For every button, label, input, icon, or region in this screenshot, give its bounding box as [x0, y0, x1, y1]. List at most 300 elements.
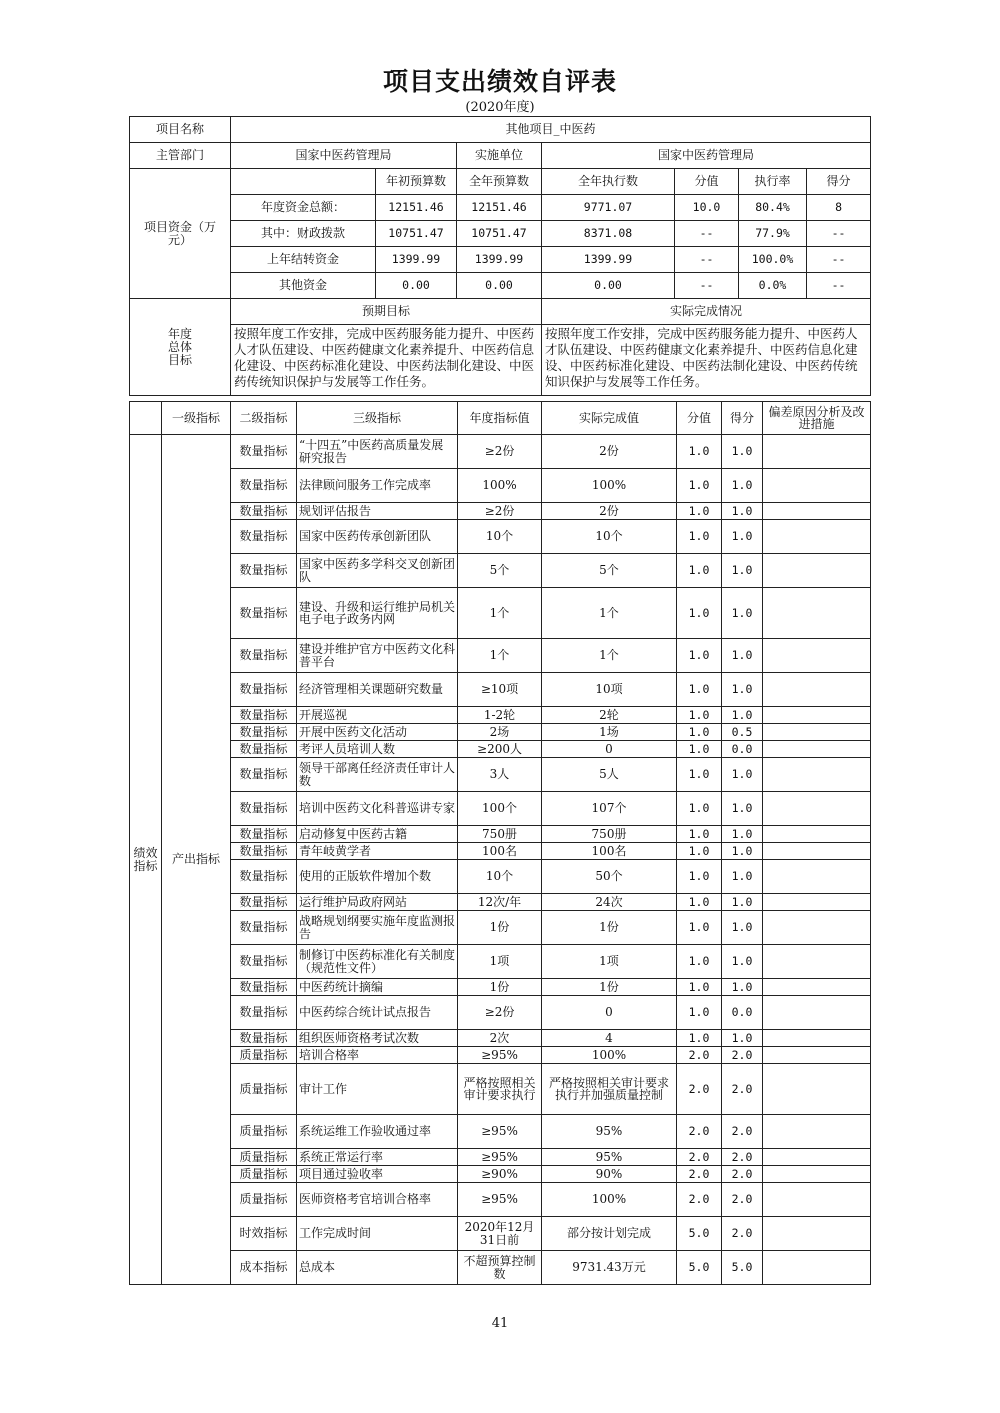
indicator-score: 1.0: [722, 707, 763, 724]
indicator-level2: 数量指标: [231, 673, 297, 707]
indicator-target: 1份: [458, 911, 542, 945]
indicator-target: 1个: [458, 639, 542, 673]
indicator-deviation-note: [763, 503, 871, 520]
indicator-row: [130, 843, 871, 860]
indicator-row: [130, 860, 871, 894]
indicator-score-value: 1.0: [677, 469, 722, 503]
indicator-deviation-note: [763, 1064, 871, 1115]
indicator-target: ≥2份: [458, 435, 542, 469]
indicator-score: 2.0: [722, 1115, 763, 1149]
indicator-level3: 开展中医药文化活动: [297, 724, 458, 741]
indicator-level2: 数量指标: [231, 520, 297, 554]
funds-executed: 1399.99: [542, 247, 675, 273]
indicator-target: 100个: [458, 792, 542, 826]
funds-row: [130, 221, 871, 247]
indicator-actual: 100%: [542, 1047, 677, 1064]
indicator-level2: 质量指标: [231, 1166, 297, 1183]
indicator-actual: 1场: [542, 724, 677, 741]
indicator-actual: 10个: [542, 520, 677, 554]
indicator-level2: 数量指标: [231, 1030, 297, 1047]
indicator-score: 1.0: [722, 894, 763, 911]
indicator-target: 3人: [458, 758, 542, 792]
indicator-row: [130, 1251, 871, 1285]
indicator-score-value: 5.0: [677, 1251, 722, 1285]
indicator-target: 2次: [458, 1030, 542, 1047]
indicator-target: 750册: [458, 826, 542, 843]
indicators-header-deviation: 偏差原因分析及改进措施: [763, 402, 871, 435]
indicator-row: [130, 469, 871, 503]
indicator-row: [130, 996, 871, 1030]
indicator-actual: 50个: [542, 860, 677, 894]
indicator-target: ≥2份: [458, 996, 542, 1030]
indicator-score-value: 1.0: [677, 554, 722, 588]
funds-rate: 0.0%: [739, 273, 807, 299]
indicator-level2: 数量指标: [231, 792, 297, 826]
indicator-level3: 培训中医药文化科普巡讲专家: [297, 792, 458, 826]
indicator-score: 2.0: [722, 1047, 763, 1064]
indicator-score-value: 1.0: [677, 979, 722, 996]
indicator-score: 2.0: [722, 1217, 763, 1251]
indicators-header-actual: 实际完成值: [542, 402, 677, 435]
indicator-score: 1.0: [722, 758, 763, 792]
indicator-row: [130, 435, 871, 469]
indicator-score: 2.0: [722, 1166, 763, 1183]
indicator-row: [130, 826, 871, 843]
funds-header-row: [130, 169, 871, 195]
indicator-deviation-note: [763, 894, 871, 911]
expected-goal-header: 预期目标: [231, 299, 542, 325]
indicator-score-value: 1.0: [677, 996, 722, 1030]
indicators-header-score-value: 分值: [677, 402, 722, 435]
indicator-deviation-note: [763, 469, 871, 503]
indicator-actual: 2轮: [542, 707, 677, 724]
indicator-row: [130, 1183, 871, 1217]
funds-initial: 0.00: [376, 273, 457, 299]
funds-initial: 10751.47: [376, 221, 457, 247]
indicator-row: [130, 1115, 871, 1149]
indicator-score: 0.0: [722, 741, 763, 758]
funds-label: 项目资金（万 元）: [130, 169, 231, 299]
indicator-target: 1项: [458, 945, 542, 979]
funds-row: [130, 195, 871, 221]
indicator-target: ≥95%: [458, 1183, 542, 1217]
indicator-score: 1.0: [722, 945, 763, 979]
indicator-deviation-note: [763, 843, 871, 860]
indicator-level2: 质量指标: [231, 1115, 297, 1149]
indicators-table: [129, 401, 871, 1285]
funds-annual: 12151.46: [457, 195, 542, 221]
indicator-level3: 经济管理相关课题研究数量: [297, 673, 458, 707]
department-value: 国家中医药管理局: [231, 143, 457, 169]
indicator-level2: 数量指标: [231, 894, 297, 911]
indicator-score: 2.0: [722, 1064, 763, 1115]
funds-score-value: 10.0: [675, 195, 739, 221]
indicator-row: [130, 894, 871, 911]
indicator-row: [130, 758, 871, 792]
indicator-score: 5.0: [722, 1251, 763, 1285]
funds-annual: 10751.47: [457, 221, 542, 247]
funds-row-label: 年度资金总额：: [231, 195, 376, 221]
indicator-row: [130, 588, 871, 639]
project-name-value: 其他项目_中医药: [231, 117, 871, 143]
indicators-header-level3: 三级指标: [297, 402, 458, 435]
indicator-row: [130, 673, 871, 707]
funds-header-score: 得分: [807, 169, 871, 195]
indicator-row: [130, 979, 871, 996]
indicator-level3: 青年岐黄学者: [297, 843, 458, 860]
indicator-level2: 质量指标: [231, 1149, 297, 1166]
indicator-level2: 数量指标: [231, 469, 297, 503]
indicator-level2: 数量指标: [231, 554, 297, 588]
indicator-score-value: 1.0: [677, 860, 722, 894]
indicator-score: 1.0: [722, 860, 763, 894]
department-label: 主管部门: [130, 143, 231, 169]
indicator-deviation-note: [763, 520, 871, 554]
indicators-header-score: 得分: [722, 402, 763, 435]
indicator-level2: 数量指标: [231, 843, 297, 860]
funds-row-label: 其他资金: [231, 273, 376, 299]
indicator-score: 2.0: [722, 1149, 763, 1166]
indicator-level3: 使用的正版软件增加个数: [297, 860, 458, 894]
funds-score-value: --: [675, 273, 739, 299]
indicator-deviation-note: [763, 1149, 871, 1166]
indicator-row: [130, 945, 871, 979]
indicator-level3: 审计工作: [297, 1064, 458, 1115]
expected-goal-text: 按照年度工作安排，完成中医药服务能力提升、中医药人才队伍建设、中医药健康文化素养提升、中医药信息化建设、中医药标准化建设、中医药法制化建设、中医药传统知识保护与发展等工作任务。: [231, 325, 542, 396]
indicator-level3: 项目通过验收率: [297, 1166, 458, 1183]
indicator-target: ≥95%: [458, 1047, 542, 1064]
indicator-score: 1.0: [722, 979, 763, 996]
indicator-deviation-note: [763, 911, 871, 945]
indicator-level2: 数量指标: [231, 707, 297, 724]
indicator-score: 0.0: [722, 996, 763, 1030]
indicator-actual: 严格按照相关审计要求执行并加强质量控制: [542, 1064, 677, 1115]
indicator-actual: 95%: [542, 1115, 677, 1149]
indicator-level3: 启动修复中医药古籍: [297, 826, 458, 843]
indicator-target: 1个: [458, 588, 542, 639]
indicator-level3: 医师资格考官培训合格率: [297, 1183, 458, 1217]
indicator-score-value: 1.0: [677, 741, 722, 758]
indicator-level2: 数量指标: [231, 503, 297, 520]
indicator-deviation-note: [763, 758, 871, 792]
indicator-deviation-note: [763, 792, 871, 826]
indicator-score: 1.0: [722, 588, 763, 639]
funds-annual: 0.00: [457, 273, 542, 299]
funds-header-executed: 全年执行数: [542, 169, 675, 195]
indicator-actual: 5人: [542, 758, 677, 792]
funds-header-rate: 执行率: [739, 169, 807, 195]
indicator-target: 10个: [458, 520, 542, 554]
indicator-actual: 9731.43万元: [542, 1251, 677, 1285]
indicator-score-value: 1.0: [677, 945, 722, 979]
indicators-body: [130, 435, 871, 1285]
project-name-label: 项目名称: [130, 117, 231, 143]
indicators-header-blank: [130, 402, 162, 435]
indicator-target: ≥95%: [458, 1149, 542, 1166]
indicator-deviation-note: [763, 1217, 871, 1251]
indicator-score-value: 5.0: [677, 1217, 722, 1251]
indicator-score: 1.0: [722, 826, 763, 843]
indicator-row: [130, 741, 871, 758]
indicator-score-value: 1.0: [677, 894, 722, 911]
indicator-score: 1.0: [722, 639, 763, 673]
indicator-deviation-note: [763, 707, 871, 724]
actual-completion-text: 按照年度工作安排，完成中医药服务能力提升、中医药人才队伍建设、中医药健康文化素养提升、中医药信息化建设、中医药标准化建设、中医药法制化建设、中医药传统知识保护与发展等工作任务。: [542, 325, 871, 396]
indicator-deviation-note: [763, 1030, 871, 1047]
indicator-level3: “十四五”中医药高质量发展研究报告: [297, 435, 458, 469]
indicator-score-value: 1.0: [677, 1030, 722, 1047]
indicator-score-value: 1.0: [677, 707, 722, 724]
indicator-score-value: 1.0: [677, 588, 722, 639]
indicator-level2: 数量指标: [231, 758, 297, 792]
indicator-score: 1.0: [722, 911, 763, 945]
goals-header-row: [130, 299, 871, 325]
indicator-level2: 数量指标: [231, 860, 297, 894]
indicator-score: 1.0: [722, 673, 763, 707]
indicator-target: 严格按照相关审计要求执行: [458, 1064, 542, 1115]
indicator-actual: 100名: [542, 843, 677, 860]
indicator-actual: 24次: [542, 894, 677, 911]
indicator-actual: 4: [542, 1030, 677, 1047]
indicator-row: [130, 1030, 871, 1047]
indicator-level2: 数量指标: [231, 639, 297, 673]
funds-executed: 9771.07: [542, 195, 675, 221]
indicator-deviation-note: [763, 979, 871, 996]
indicator-actual: 750册: [542, 826, 677, 843]
department-row: [130, 143, 871, 169]
indicator-level3: 培训合格率: [297, 1047, 458, 1064]
implementing-unit-value: 国家中医药管理局: [542, 143, 871, 169]
indicator-actual: 1个: [542, 639, 677, 673]
indicator-level3: 工作完成时间: [297, 1217, 458, 1251]
indicator-level2: 时效指标: [231, 1217, 297, 1251]
indicator-row: [130, 1217, 871, 1251]
indicator-level3: 考评人员培训人数: [297, 741, 458, 758]
indicator-score-value: 1.0: [677, 826, 722, 843]
funds-score-value: --: [675, 221, 739, 247]
funds-row: [130, 273, 871, 299]
funds-score-value: --: [675, 247, 739, 273]
indicator-level3: 中医药统计摘编: [297, 979, 458, 996]
indicator-target: ≥2份: [458, 503, 542, 520]
indicator-actual: 107个: [542, 792, 677, 826]
indicator-target: 2场: [458, 724, 542, 741]
indicator-level2: 数量指标: [231, 996, 297, 1030]
funds-executed: 8371.08: [542, 221, 675, 247]
indicator-level2: 数量指标: [231, 945, 297, 979]
indicator-level2: 质量指标: [231, 1047, 297, 1064]
indicator-score: 2.0: [722, 1183, 763, 1217]
funds-rate: 80.4%: [739, 195, 807, 221]
indicator-level2: 成本指标: [231, 1251, 297, 1285]
indicator-level2: 数量指标: [231, 435, 297, 469]
indicator-level3: 制修订中医药标准化有关制度（规范性文件）: [297, 945, 458, 979]
indicator-target: 12次/年: [458, 894, 542, 911]
indicator-target: 100名: [458, 843, 542, 860]
indicator-level2: 质量指标: [231, 1183, 297, 1217]
indicator-row: [130, 554, 871, 588]
indicator-target: ≥90%: [458, 1166, 542, 1183]
funds-header-score-value: 分值: [675, 169, 739, 195]
funds-row: [130, 247, 871, 273]
indicator-row: [130, 1149, 871, 1166]
indicator-level3: 国家中医药多学科交叉创新团队: [297, 554, 458, 588]
indicator-deviation-note: [763, 1047, 871, 1064]
indicator-level2: 数量指标: [231, 724, 297, 741]
indicator-actual: 2份: [542, 435, 677, 469]
indicator-target: ≥95%: [458, 1115, 542, 1149]
indicator-actual: 90%: [542, 1166, 677, 1183]
indicator-actual: 95%: [542, 1149, 677, 1166]
indicator-level3: 建设并维护官方中医药文化科普平台: [297, 639, 458, 673]
indicator-actual: 0: [542, 741, 677, 758]
funds-score: --: [807, 221, 871, 247]
indicator-target: ≥200人: [458, 741, 542, 758]
indicator-actual: 100%: [542, 469, 677, 503]
indicator-level3: 战略规划纲要实施年度监测报告: [297, 911, 458, 945]
indicator-deviation-note: [763, 554, 871, 588]
funds-row-label: 其中：财政拨款: [231, 221, 376, 247]
implementing-unit-label: 实施单位: [457, 143, 542, 169]
indicator-level3: 开展巡视: [297, 707, 458, 724]
annual-goal-label: 年度 总体 目标: [130, 299, 231, 396]
indicator-deviation-note: [763, 826, 871, 843]
indicator-deviation-note: [763, 435, 871, 469]
indicator-score: 1.0: [722, 1030, 763, 1047]
funds-score: --: [807, 247, 871, 273]
indicator-score-value: 1.0: [677, 843, 722, 860]
funds-annual: 1399.99: [457, 247, 542, 273]
page-title: 项目支出绩效自评表: [382, 67, 617, 96]
indicator-level3: 建设、升级和运行维护局机关电子电子政务内网: [297, 588, 458, 639]
indicator-level2: 质量指标: [231, 1064, 297, 1115]
funds-header-initial: 年初预算数: [376, 169, 457, 195]
indicator-score-value: 1.0: [677, 520, 722, 554]
funds-score: 8: [807, 195, 871, 221]
indicator-row: [130, 707, 871, 724]
indicator-score-value: 2.0: [677, 1115, 722, 1149]
indicator-row: [130, 1166, 871, 1183]
indicator-score-value: 2.0: [677, 1064, 722, 1115]
indicator-level3: 系统运维工作验收通过率: [297, 1115, 458, 1149]
indicator-score-value: 1.0: [677, 758, 722, 792]
indicator-deviation-note: [763, 639, 871, 673]
indicator-actual: 部分按计划完成: [542, 1217, 677, 1251]
funds-rate: 77.9%: [739, 221, 807, 247]
indicator-level2: 数量指标: [231, 741, 297, 758]
funds-score: --: [807, 273, 871, 299]
indicator-score-value: 2.0: [677, 1047, 722, 1064]
indicator-score: 1.0: [722, 843, 763, 860]
indicator-score: 1.0: [722, 520, 763, 554]
indicator-row: [130, 503, 871, 520]
funds-executed: 0.00: [542, 273, 675, 299]
indicator-target: 1-2轮: [458, 707, 542, 724]
indicator-target: 1份: [458, 979, 542, 996]
indicator-row: [130, 520, 871, 554]
indicator-deviation-note: [763, 860, 871, 894]
indicator-score: 1.0: [722, 554, 763, 588]
output-indicator-label: 产出指标: [162, 435, 231, 1285]
funds-initial: 1399.99: [376, 247, 457, 273]
indicator-level3: 系统正常运行率: [297, 1149, 458, 1166]
indicator-actual: 10项: [542, 673, 677, 707]
indicator-deviation-note: [763, 741, 871, 758]
indicator-level3: 国家中医药传承创新团队: [297, 520, 458, 554]
indicator-score-value: 1.0: [677, 435, 722, 469]
indicator-score-value: 1.0: [677, 724, 722, 741]
indicator-deviation-note: [763, 724, 871, 741]
indicator-actual: 100%: [542, 1183, 677, 1217]
indicator-row: [130, 1047, 871, 1064]
indicator-score-value: 2.0: [677, 1166, 722, 1183]
indicator-target: 2020年12月31日前: [458, 1217, 542, 1251]
indicator-actual: 1份: [542, 911, 677, 945]
indicator-score: 1.0: [722, 435, 763, 469]
indicator-actual: 0: [542, 996, 677, 1030]
indicator-score-value: 1.0: [677, 639, 722, 673]
indicator-level2: 数量指标: [231, 911, 297, 945]
indicator-score-value: 1.0: [677, 673, 722, 707]
indicator-level2: 数量指标: [231, 979, 297, 996]
indicator-score: 1.0: [722, 503, 763, 520]
funds-row-label: 上年结转资金: [231, 247, 376, 273]
indicator-level3: 法律顾问服务工作完成率: [297, 469, 458, 503]
indicator-actual: 1个: [542, 588, 677, 639]
indicator-target: 不超预算控制数: [458, 1251, 542, 1285]
indicator-deviation-note: [763, 588, 871, 639]
funds-header-annual: 全年预算数: [457, 169, 542, 195]
goals-text-row: [130, 325, 871, 396]
indicator-deviation-note: [763, 1251, 871, 1285]
indicator-deviation-note: [763, 945, 871, 979]
indicator-score-value: 2.0: [677, 1149, 722, 1166]
indicators-header-row: [130, 402, 871, 435]
project-name-row: [130, 117, 871, 143]
funds-header-blank: [231, 169, 376, 195]
indicator-score-value: 2.0: [677, 1183, 722, 1217]
indicator-actual: 2份: [542, 503, 677, 520]
indicator-score: 0.5: [722, 724, 763, 741]
page-number: 41: [491, 1316, 509, 1331]
indicator-actual: 1项: [542, 945, 677, 979]
indicator-row: [130, 911, 871, 945]
performance-indicator-label: 绩效 指标: [130, 435, 162, 1285]
indicator-level3: 中医药综合统计试点报告: [297, 996, 458, 1030]
indicator-deviation-note: [763, 673, 871, 707]
indicator-target: 10个: [458, 860, 542, 894]
indicator-actual: 1份: [542, 979, 677, 996]
project-info-table: [129, 116, 871, 396]
indicator-score-value: 1.0: [677, 911, 722, 945]
indicator-row: [130, 1064, 871, 1115]
indicator-level2: 数量指标: [231, 826, 297, 843]
funds-rate: 100.0%: [739, 247, 807, 273]
indicators-header-target: 年度指标值: [458, 402, 542, 435]
indicator-target: 100%: [458, 469, 542, 503]
indicator-score: 1.0: [722, 792, 763, 826]
indicator-score-value: 1.0: [677, 792, 722, 826]
indicator-row: [130, 639, 871, 673]
indicator-level3: 组织医师资格考试次数: [297, 1030, 458, 1047]
funds-initial: 12151.46: [376, 195, 457, 221]
indicator-level3: 规划评估报告: [297, 503, 458, 520]
indicator-deviation-note: [763, 1183, 871, 1217]
indicator-target: ≥10项: [458, 673, 542, 707]
actual-completion-header: 实际完成情况: [542, 299, 871, 325]
indicators-header-level1: 一级指标: [162, 402, 231, 435]
indicator-level3: 总成本: [297, 1251, 458, 1285]
